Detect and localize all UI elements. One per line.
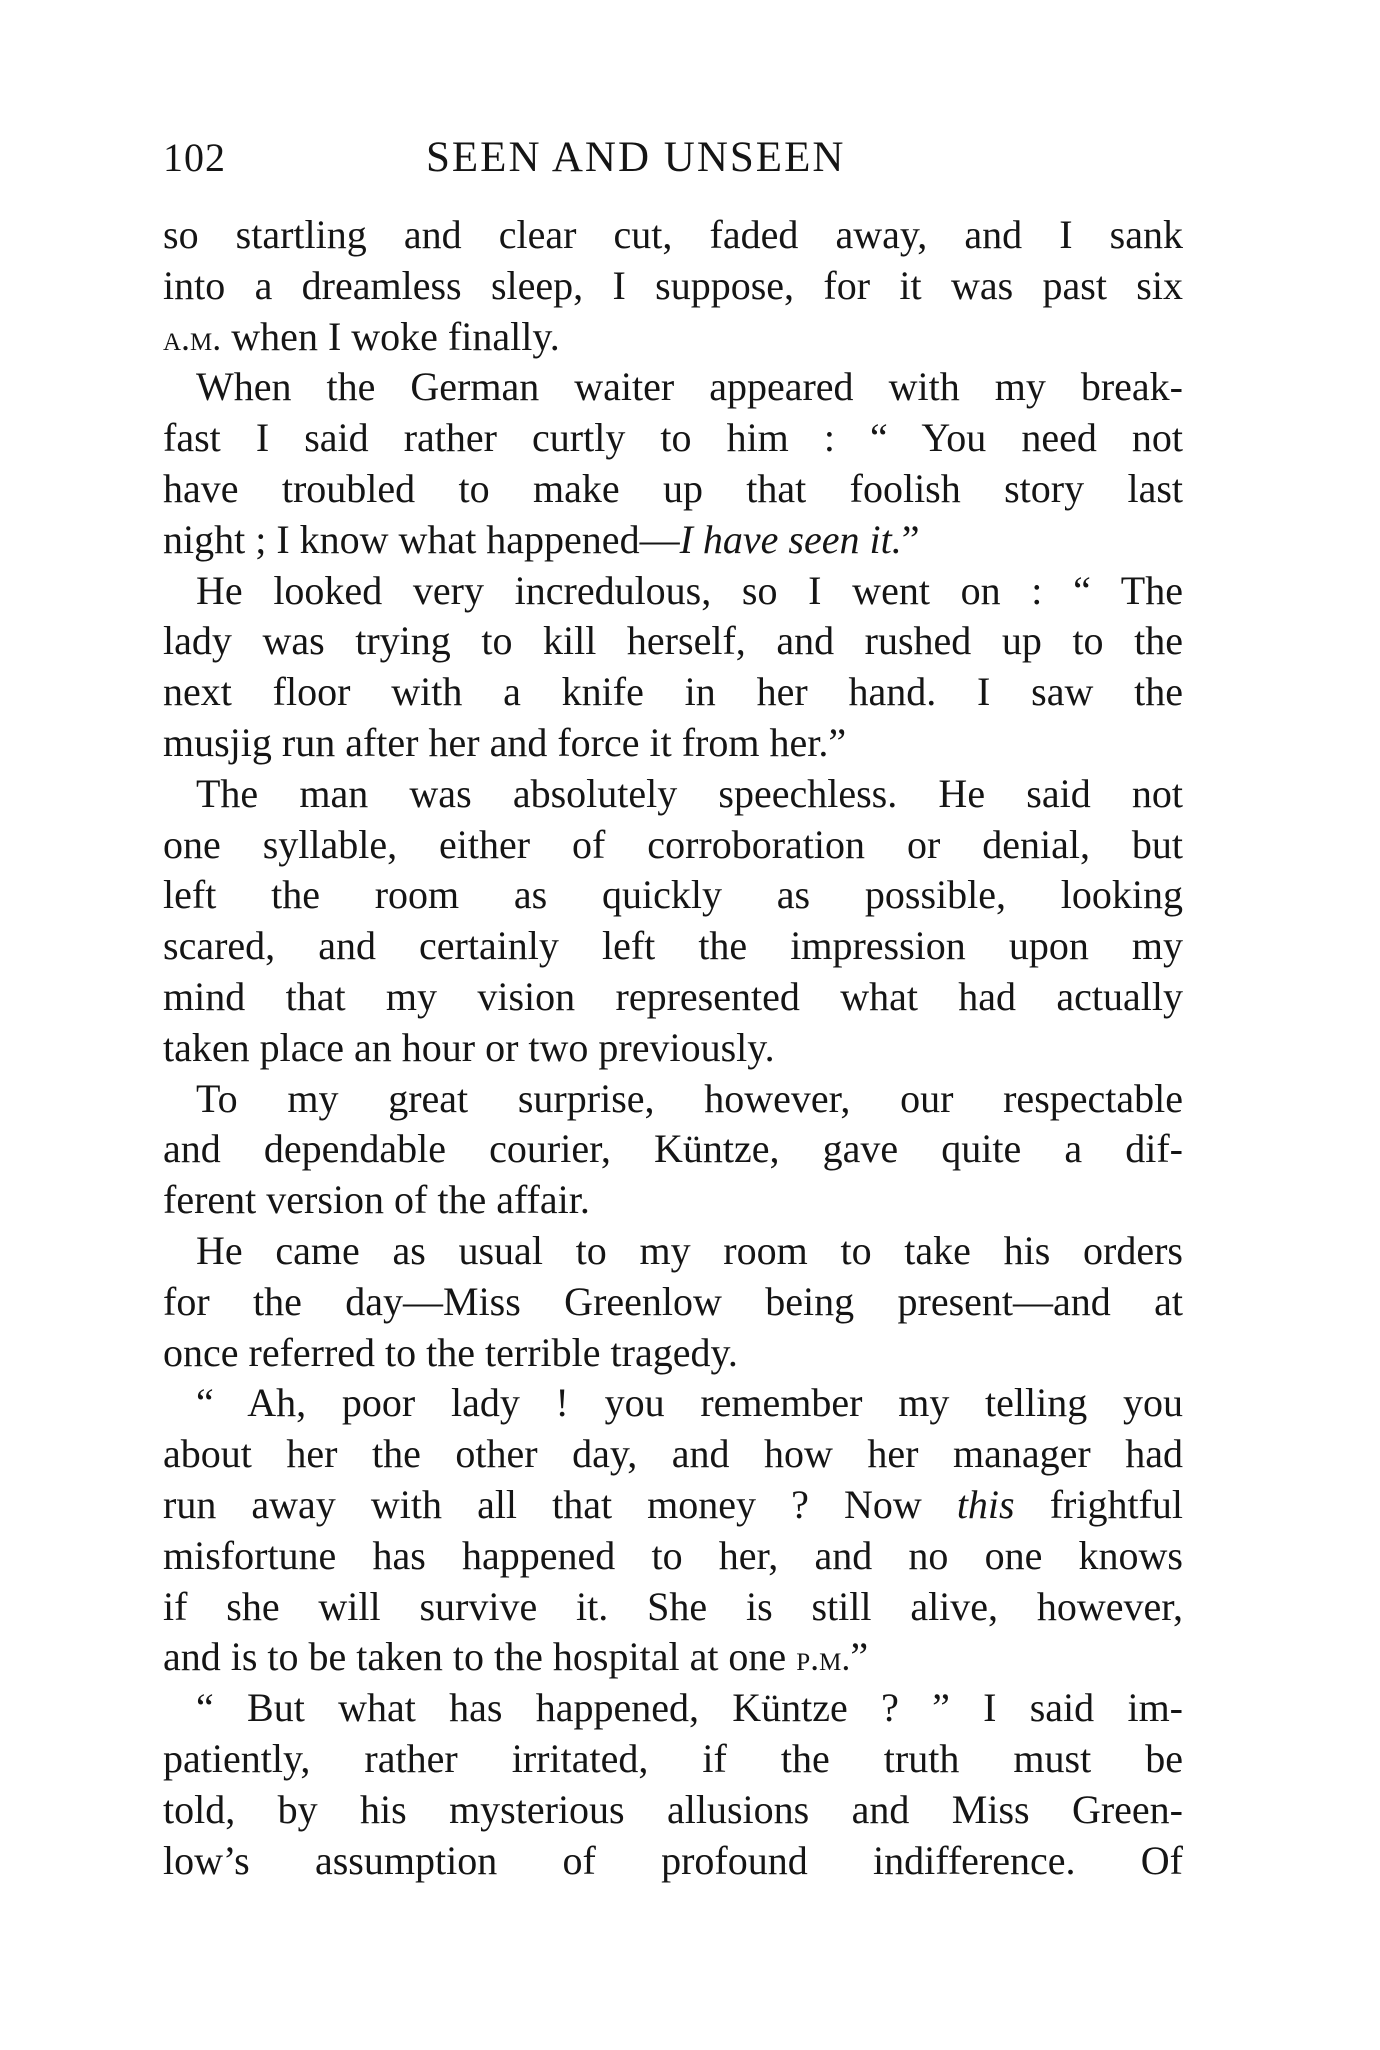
text-segment: fast I said rather curtly to him : “ You need not xyxy=(163,415,1183,461)
italic-text: I have seen it. xyxy=(679,516,902,562)
text-line xyxy=(163,870,1183,921)
text-segment: “ Ah, poor lady ! you remember my telling you xyxy=(196,1380,1183,1426)
text-line xyxy=(163,1632,1183,1683)
text-segment: To my great surprise, however, our respectable xyxy=(196,1075,1183,1121)
text-line xyxy=(163,1429,1183,1480)
text-segment: once referred to the terrible tragedy. xyxy=(163,1329,738,1375)
text-segment: scared, and certainly left the impression upon my xyxy=(163,923,1183,969)
text-segment: patiently, rather irritated, if the truth must be xyxy=(163,1735,1183,1781)
text-line xyxy=(163,1328,1183,1379)
text-segment: have troubled to make up that foolish story last xyxy=(163,465,1183,511)
page-number: 102 xyxy=(163,135,226,180)
text-line xyxy=(163,1734,1183,1785)
text-segment: taken place an hour or two previously. xyxy=(163,1024,775,1070)
text-line xyxy=(163,566,1183,617)
text-line xyxy=(163,515,1183,566)
text-line xyxy=(163,312,1183,363)
text-line xyxy=(163,1277,1183,1328)
text-segment: lady was trying to kill herself, and rushed up to the xyxy=(163,618,1183,664)
small-caps-text: p.m. xyxy=(796,1638,851,1679)
text-segment: When the German waiter appeared with my break- xyxy=(196,364,1183,410)
text-line xyxy=(163,1531,1183,1582)
text-segment: left the room as quickly as possible, looking xyxy=(163,872,1183,918)
text-line xyxy=(163,1074,1183,1125)
text-segment: one syllable, either of corroboration or denial, but xyxy=(163,821,1183,867)
text-segment: when I woke finally. xyxy=(221,313,560,359)
text-line xyxy=(163,1785,1183,1836)
page-header xyxy=(163,126,1183,186)
text-segment: for the day—Miss Greenlow being present—and at xyxy=(163,1278,1183,1324)
text-segment: He looked very incredulous, so I went on : “ The xyxy=(196,567,1183,613)
text-segment: misfortune has happened to her, and no one knows xyxy=(163,1532,1183,1578)
text-line xyxy=(163,1175,1183,1226)
running-head: SEEN AND UNSEEN xyxy=(426,134,846,181)
text-segment: told, by his mysterious allusions and Miss Green- xyxy=(163,1786,1183,1832)
text-line xyxy=(163,1683,1183,1734)
text-segment: if she will survive it. She is still alive, however, xyxy=(163,1583,1183,1629)
text-segment: ” xyxy=(850,1634,869,1680)
text-line xyxy=(163,972,1183,1023)
text-line xyxy=(163,820,1183,871)
text-segment: musjig run after her and force it from her.” xyxy=(163,719,847,765)
text-line xyxy=(163,1836,1183,1887)
text-segment: “ But what has happened, Küntze ? ” I said im- xyxy=(196,1685,1183,1731)
text-segment: and dependable courier, Küntze, gave quite a dif- xyxy=(163,1126,1183,1172)
text-segment: into a dreamless sleep, I suppose, for it was past six xyxy=(163,262,1183,308)
body-text xyxy=(163,210,1183,1886)
text-line xyxy=(163,261,1183,312)
text-line xyxy=(163,1480,1183,1531)
text-segment: about her the other day, and how her manager had xyxy=(163,1431,1183,1477)
text-line xyxy=(163,210,1183,261)
text-segment: night ; I know what happened— xyxy=(163,516,680,562)
text-segment: ” xyxy=(901,516,920,562)
text-segment: so startling and clear cut, faded away, and I sank xyxy=(163,212,1183,257)
text-segment: mind that my vision represented what had actually xyxy=(163,973,1183,1019)
text-line xyxy=(163,667,1183,718)
text-line xyxy=(163,1582,1183,1633)
text-segment: The man was absolutely speechless. He said not xyxy=(196,770,1183,816)
text-segment: low’s assumption of profound indifference. Of xyxy=(163,1837,1183,1883)
text-line xyxy=(163,616,1183,667)
text-line xyxy=(163,921,1183,972)
text-segment: He came as usual to my room to take his orders xyxy=(196,1227,1183,1273)
text-segment: ferent version of the affair. xyxy=(163,1177,590,1223)
text-segment: run away with all that money ? Now xyxy=(163,1481,957,1527)
text-line xyxy=(163,1023,1183,1074)
text-segment: and is to be taken to the hospital at one xyxy=(163,1634,797,1680)
italic-text: this xyxy=(956,1481,1015,1527)
text-line xyxy=(163,769,1183,820)
text-segment: frightful xyxy=(1014,1481,1183,1527)
text-line xyxy=(163,1226,1183,1277)
small-caps-text: a.m. xyxy=(163,317,222,358)
text-line xyxy=(163,1124,1183,1175)
text-line xyxy=(163,362,1183,413)
text-segment: next floor with a knife in her hand. I saw the xyxy=(163,669,1183,715)
text-line xyxy=(163,464,1183,515)
text-line xyxy=(163,718,1183,769)
text-line xyxy=(163,413,1183,464)
text-line xyxy=(163,1378,1183,1429)
